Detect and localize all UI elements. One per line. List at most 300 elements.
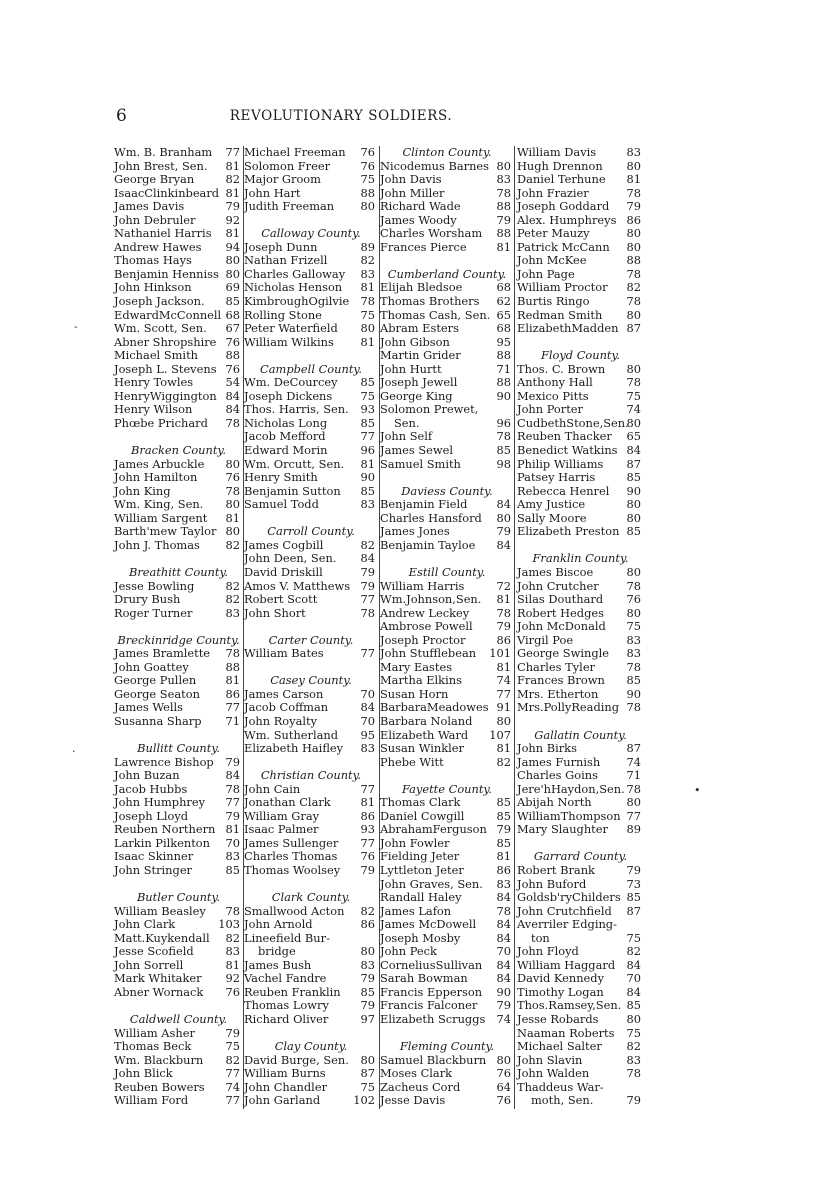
soldier-entry — [114, 1054, 243, 1068]
soldier-age: 79 — [626, 862, 641, 877]
soldier-entry — [380, 986, 514, 1000]
spacer — [380, 254, 514, 268]
soldier-entry — [244, 593, 378, 607]
entry-continuation — [380, 417, 514, 431]
soldier-age: 65 — [626, 429, 641, 444]
soldier-name: Nicodemus Barnes — [380, 158, 490, 173]
soldier-name: James Davis — [114, 199, 185, 214]
soldier-age: 78 — [496, 605, 511, 620]
soldier-age: 82 — [360, 253, 375, 268]
soldier-age: 70 — [360, 713, 375, 728]
soldier-age: 78 — [360, 294, 375, 309]
soldier-name: Lineefield Bur- — [244, 930, 330, 945]
soldier-name: John Humphrey — [114, 795, 206, 810]
soldier-age: 70 — [496, 944, 511, 959]
soldier-entry — [517, 498, 644, 512]
soldier-entry — [114, 796, 243, 810]
soldier-entry — [114, 756, 243, 770]
soldier-entry — [380, 322, 514, 336]
soldier-name: Joseph Lloyd — [114, 808, 189, 823]
soldier-name: James Biscoe — [517, 564, 594, 579]
soldier-entry — [114, 227, 243, 241]
soldier-entry — [114, 715, 243, 729]
soldier-entry — [517, 972, 644, 986]
soldier-age: 76 — [360, 849, 375, 864]
soldier-age: 88 — [496, 348, 511, 363]
soldier-name: Jesse Bowling — [114, 578, 195, 593]
soldier-entry — [517, 566, 644, 580]
soldier-name: James Sullenger — [244, 835, 339, 850]
soldier-age: 81 — [496, 239, 511, 254]
soldier-name: John Short — [244, 605, 306, 620]
soldier-age: 81 — [496, 849, 511, 864]
soldier-age: 81 — [496, 659, 511, 674]
soldier-entry — [517, 905, 644, 919]
soldier-name: John McKee — [517, 253, 587, 268]
soldier-age: 79 — [496, 822, 511, 837]
soldier-entry — [380, 214, 514, 228]
soldier-entry — [380, 539, 514, 553]
soldier-age: 83 — [360, 266, 375, 281]
soldier-name: John Royalty — [244, 713, 318, 728]
soldier-age: 80 — [225, 456, 240, 471]
soldier-entry — [114, 769, 243, 783]
soldier-name: John Chandler — [244, 1079, 328, 1094]
soldier-entry — [244, 539, 378, 553]
soldier-age: 80 — [360, 321, 375, 336]
soldier-age: 80 — [626, 564, 641, 579]
soldier-entry — [114, 1040, 243, 1054]
soldier-age: 97 — [360, 1012, 375, 1026]
soldier-name: Abijah North — [517, 795, 592, 810]
soldier-entry — [244, 729, 378, 743]
soldier-entry — [380, 634, 514, 648]
soldier-entry — [517, 783, 644, 797]
county-heading: Gallatin County. — [534, 727, 627, 742]
soldier-name: Patsey Harris — [517, 470, 596, 485]
soldier-age: 85 — [360, 483, 375, 498]
soldier-age: 75 — [626, 930, 641, 945]
soldier-name: Martha Elkins — [380, 673, 462, 688]
soldier-age: 83 — [360, 497, 375, 512]
soldier-name: John Stufflebean — [380, 646, 477, 661]
soldier-age: 103 — [218, 917, 240, 932]
soldier-entry — [380, 823, 514, 837]
county-heading: Breathitt County. — [128, 564, 229, 579]
soldier-age: 85 — [626, 890, 641, 905]
soldier-age: 84 — [225, 768, 240, 783]
soldier-age: 79 — [496, 619, 511, 634]
soldier-age: 80 — [225, 266, 240, 281]
county-heading: Christian County. — [260, 768, 362, 783]
soldier-entry — [114, 498, 243, 512]
soldier-age: 80 — [626, 415, 641, 430]
soldier-age: 75 — [626, 388, 641, 403]
soldier-entry — [380, 810, 514, 824]
soldier-entry — [517, 227, 644, 241]
soldier-name: George Bryan — [114, 172, 195, 187]
soldier-name: Zacheus Cord — [380, 1079, 461, 1094]
soldier-age: 95 — [496, 334, 511, 349]
soldier-age: 78 — [626, 266, 641, 281]
soldier-name: Nicholas Long — [244, 415, 328, 430]
soldier-name: ton — [531, 930, 550, 945]
soldier-name: Jesse Davis — [380, 1093, 446, 1108]
soldier-name: Benjamin Field — [380, 497, 468, 512]
soldier-age: 80 — [225, 497, 240, 512]
soldier-entry — [114, 972, 243, 986]
soldier-entry — [244, 905, 378, 919]
soldier-entry — [380, 512, 514, 526]
soldier-entry — [517, 322, 644, 336]
soldier-name: James Arbuckle — [114, 456, 205, 471]
soldier-name: Goldsb'ryChilders — [517, 890, 621, 905]
soldier-name: Solomon Prewet, — [380, 402, 479, 417]
soldier-age: 83 — [225, 605, 240, 620]
soldier-age: 77 — [360, 646, 375, 661]
soldier-age: 78 — [626, 781, 641, 796]
soldier-age: 78 — [225, 646, 240, 661]
soldier-entry — [114, 336, 243, 350]
soldier-name: Wm. Scott, Sen. — [114, 321, 207, 336]
soldier-age: 74 — [225, 1079, 240, 1094]
spacer — [244, 349, 378, 363]
soldier-name: Philip Williams — [517, 456, 604, 471]
spacer — [244, 620, 378, 634]
soldier-entry — [517, 891, 644, 905]
soldier-entry — [114, 810, 243, 824]
soldier-age: 87 — [626, 321, 641, 336]
soldier-name: John Debruler — [114, 212, 196, 227]
soldier-age: 76 — [225, 470, 240, 485]
soldier-age: 82 — [225, 1052, 240, 1067]
soldier-age: 62 — [496, 294, 511, 309]
soldier-name: Robert Hedges — [517, 605, 604, 620]
soldier-name: William Ford — [114, 1093, 189, 1108]
soldier-age: 54 — [225, 375, 240, 390]
soldier-name: Charles Goins — [517, 768, 598, 783]
soldier-entry — [380, 918, 514, 932]
soldier-entry — [380, 187, 514, 201]
soldier-age: 83 — [225, 944, 240, 959]
soldier-name: Edward Morin — [244, 443, 328, 458]
soldier-name: Robert Brank — [517, 862, 595, 877]
soldier-age: 81 — [225, 158, 240, 173]
soldier-entry — [114, 241, 243, 255]
soldier-entry — [114, 905, 243, 919]
soldier-entry — [244, 810, 378, 824]
soldier-age: 83 — [626, 632, 641, 647]
soldier-entry — [114, 607, 243, 621]
soldier-entry — [244, 1081, 378, 1095]
margin-mark: • — [694, 784, 701, 797]
soldier-entry — [244, 254, 378, 268]
spacer — [244, 661, 378, 675]
soldier-entry — [517, 674, 644, 688]
soldier-age: 82 — [360, 537, 375, 552]
spacer — [244, 1027, 378, 1041]
soldier-age: 87 — [626, 741, 641, 756]
spacer — [244, 878, 378, 892]
soldier-entry — [114, 173, 243, 187]
soldier-entry — [114, 580, 243, 594]
soldier-age: 75 — [360, 388, 375, 403]
soldier-entry — [517, 187, 644, 201]
soldier-entry — [517, 254, 644, 268]
soldier-age: 80 — [496, 158, 511, 173]
soldier-name: John Sorrell — [114, 957, 184, 972]
soldier-name: John Cain — [244, 781, 301, 796]
soldier-age: 76 — [360, 145, 375, 159]
soldier-name: John Frazier — [517, 185, 589, 200]
soldier-age: 80 — [626, 307, 641, 322]
soldier-entry — [244, 187, 378, 201]
soldier-entry — [244, 783, 378, 797]
soldier-name: Benedict Watkins — [517, 443, 618, 458]
soldier-name: Barth'mew Taylor — [114, 524, 217, 539]
soldier-age: 76 — [225, 334, 240, 349]
soldier-name: Frances Brown — [517, 673, 605, 688]
soldier-entry — [380, 972, 514, 986]
soldier-age: 81 — [360, 334, 375, 349]
soldier-name: John Fowler — [380, 835, 450, 850]
soldier-entry — [517, 430, 644, 444]
soldier-entry — [114, 376, 243, 390]
soldier-age: 78 — [626, 375, 641, 390]
soldier-entry — [380, 390, 514, 404]
soldier-age: 85 — [496, 795, 511, 810]
soldier-age: 85 — [496, 443, 511, 458]
soldier-age: 76 — [496, 1066, 511, 1081]
soldier-name: John Arnold — [244, 917, 313, 932]
soldier-entry — [244, 959, 378, 973]
soldier-name: Elijah Bledsoe — [380, 280, 463, 295]
soldier-age: 101 — [489, 646, 511, 661]
soldier-name: WilliamThompson — [517, 808, 621, 823]
soldier-entry — [380, 891, 514, 905]
soldier-entry — [244, 999, 378, 1013]
soldier-entry — [114, 864, 243, 878]
county-heading: Butler County. — [136, 890, 221, 905]
soldier-entry — [517, 593, 644, 607]
soldier-entry — [517, 281, 644, 295]
soldier-name: Thomas Hays — [114, 253, 192, 268]
soldier-entry — [380, 363, 514, 377]
soldier-name: KimbroughOgilvie — [244, 294, 350, 309]
county-heading: Clark County. — [271, 890, 351, 905]
spacer — [380, 471, 514, 485]
soldier-age: 82 — [225, 172, 240, 187]
soldier-name: Thos.Ramsey,Sen. — [517, 998, 622, 1013]
county-heading: Garrard County. — [533, 849, 628, 864]
soldier-entry — [244, 918, 378, 932]
soldier-entry — [114, 187, 243, 201]
soldier-age: 70 — [225, 835, 240, 850]
soldier-name: Lawrence Bishop — [114, 754, 214, 769]
soldier-name: Susanna Sharp — [114, 713, 202, 728]
soldier-age: 71 — [626, 768, 641, 783]
county-heading: Floyd County. — [540, 348, 621, 363]
soldier-name: John Buzan — [114, 768, 180, 783]
soldier-name: James Lafon — [380, 903, 452, 918]
soldier-name: Henry Towles — [114, 375, 194, 390]
soldier-age: 86 — [360, 917, 375, 932]
soldier-age: 86 — [496, 632, 511, 647]
soldier-name: James Wells — [114, 700, 184, 715]
soldier-name: Benjamin Tayloe — [380, 537, 476, 552]
soldier-name: David Kennedy — [517, 971, 604, 986]
soldier-age: 64 — [496, 1079, 511, 1094]
soldier-entry — [380, 430, 514, 444]
soldier-entry — [517, 742, 644, 756]
soldier-entry — [244, 1013, 378, 1027]
soldier-name: John Peck — [380, 944, 437, 959]
soldier-entry — [380, 349, 514, 363]
soldier-name: Virgil Poe — [517, 632, 574, 647]
soldier-name: Phebe Witt — [380, 754, 444, 769]
soldier-age: 88 — [496, 375, 511, 390]
soldier-age: 68 — [496, 321, 511, 336]
soldier-entry — [517, 512, 644, 526]
soldier-name: Susan Winkler — [380, 741, 464, 756]
soldier-name: Abner Wornack — [114, 984, 204, 999]
soldier-name: Larkin Pilkenton — [114, 835, 211, 850]
soldier-name: Samuel Blackburn — [380, 1052, 487, 1067]
soldier-age: 80 — [496, 1052, 511, 1067]
soldier-name: Andrew Hawes — [114, 239, 202, 254]
soldier-name: Patrick McCann — [517, 239, 610, 254]
soldier-entry — [517, 376, 644, 390]
soldier-entry — [244, 417, 378, 431]
soldier-age: 81 — [225, 822, 240, 837]
soldier-age: 82 — [626, 280, 641, 295]
soldier-age: 76 — [496, 1093, 511, 1108]
soldier-name: Thos. Harris, Sen. — [244, 402, 349, 417]
soldier-name: Joseph Dickens — [244, 388, 333, 403]
soldier-entry — [380, 376, 514, 390]
soldier-entry — [244, 1094, 378, 1108]
soldier-age: 78 — [626, 700, 641, 715]
soldier-age: 80 — [626, 361, 641, 376]
soldier-name: James Bush — [244, 957, 312, 972]
soldier-name: Phœbe Prichard — [114, 415, 208, 430]
soldier-entry — [517, 647, 644, 661]
soldier-entry — [244, 458, 378, 472]
soldier-age: 87 — [360, 1066, 375, 1081]
county-heading: Cumberland County. — [387, 266, 507, 281]
soldier-age: 78 — [496, 903, 511, 918]
soldier-entry — [517, 945, 644, 959]
county-heading: Caldwell County. — [129, 1012, 228, 1026]
soldier-age: 84 — [496, 537, 511, 552]
soldier-age: 88 — [360, 185, 375, 200]
soldier-name: Benjamin Henniss — [114, 266, 219, 281]
soldier-age: 77 — [225, 795, 240, 810]
soldier-entry — [380, 742, 514, 756]
soldier-age: 85 — [496, 808, 511, 823]
soldier-entry — [380, 403, 514, 417]
soldier-name: Nathaniel Harris — [114, 226, 212, 241]
soldier-name: Benjamin Sutton — [244, 483, 341, 498]
soldier-age: 77 — [496, 686, 511, 701]
soldier-age: 81 — [360, 795, 375, 810]
soldier-name: Michael Smith — [114, 348, 198, 363]
soldier-age: 81 — [225, 226, 240, 241]
soldier-name: John Graves, Sen. — [380, 876, 483, 891]
soldier-age: 82 — [496, 754, 511, 769]
soldier-name: Charles Worsham — [380, 226, 483, 241]
soldier-entry — [114, 539, 243, 553]
soldier-entry — [114, 512, 243, 526]
soldier-name: EdwardMcConnell — [114, 307, 222, 322]
soldier-entry — [380, 580, 514, 594]
soldier-age: 71 — [496, 361, 511, 376]
soldier-age: 78 — [225, 903, 240, 918]
soldier-name: Francis Falconer — [380, 998, 478, 1013]
soldier-entry — [244, 295, 378, 309]
soldier-entry — [380, 796, 514, 810]
soldier-name: John Goattey — [114, 659, 189, 674]
county-heading: Carroll County. — [267, 524, 355, 539]
soldier-age: 79 — [225, 1025, 240, 1040]
soldier-entry — [380, 620, 514, 634]
soldier-entry — [517, 1027, 644, 1041]
soldier-name: Reuben Thacker — [517, 429, 612, 444]
soldier-entry — [517, 1081, 644, 1095]
soldier-name: John Slavin — [517, 1052, 583, 1067]
soldier-age: 79 — [225, 754, 240, 769]
soldier-name: Andrew Leckey — [380, 605, 470, 620]
soldier-name: Solomon Freer — [244, 158, 331, 173]
soldier-entry — [114, 295, 243, 309]
soldier-age: 80 — [360, 199, 375, 214]
soldier-name: Reuben Franklin — [244, 984, 341, 999]
soldier-age: 90 — [626, 686, 641, 701]
soldier-age: 69 — [225, 280, 240, 295]
soldier-age: 77 — [225, 145, 240, 159]
soldier-entry — [380, 999, 514, 1013]
soldier-entry — [244, 200, 378, 214]
soldier-name: David Driskill — [244, 564, 323, 579]
soldier-name: William Proctor — [517, 280, 608, 295]
soldier-entry — [244, 281, 378, 295]
soldier-name: Richard Wade — [380, 199, 461, 214]
soldier-entry — [517, 580, 644, 594]
soldier-entry — [244, 932, 378, 946]
soldier-name: Jacob Coffman — [244, 700, 329, 715]
soldier-entry — [380, 932, 514, 946]
soldier-entry — [380, 715, 514, 729]
soldier-name: Jacob Mefford — [244, 429, 326, 444]
soldier-name: John Hart — [244, 185, 301, 200]
soldier-entry — [517, 1013, 644, 1027]
soldier-entry — [380, 850, 514, 864]
soldier-age: 79 — [360, 564, 375, 579]
soldier-name: Thomas Brothers — [380, 294, 480, 309]
soldier-entry — [380, 905, 514, 919]
soldier-age: 80 — [626, 605, 641, 620]
soldier-name: Amy Justice — [517, 497, 586, 512]
soldier-entry — [114, 458, 243, 472]
spacer — [114, 552, 243, 566]
soldier-entry — [114, 850, 243, 864]
soldier-age: 86 — [626, 212, 641, 227]
spacer — [380, 769, 514, 783]
soldier-age: 75 — [360, 172, 375, 187]
soldier-entry — [244, 837, 378, 851]
soldier-name: John Floyd — [517, 944, 579, 959]
soldier-entry — [517, 363, 644, 377]
